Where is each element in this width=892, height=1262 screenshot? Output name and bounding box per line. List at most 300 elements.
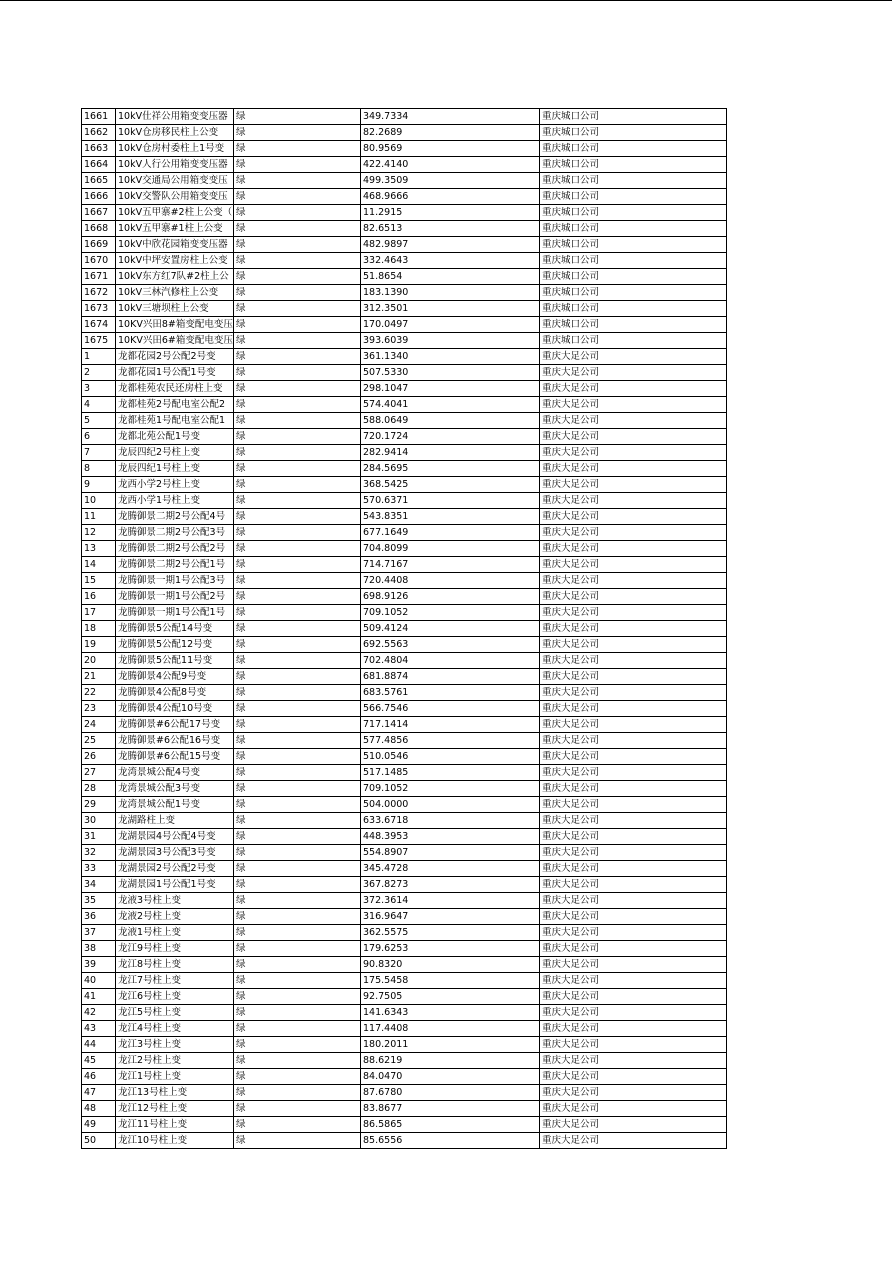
company-cell: 重庆城口公司: [540, 301, 727, 317]
row-number-cell: 30: [82, 813, 116, 829]
table-row: [82, 701, 727, 717]
company-cell: 重庆大足公司: [540, 397, 727, 413]
transformer-name-cell: 龙都桂苑1号配电室公配1: [116, 413, 234, 429]
company-cell: 重庆大足公司: [540, 605, 727, 621]
value-cell: 51.8654: [361, 269, 540, 285]
company-cell: 重庆大足公司: [540, 1021, 727, 1037]
table-row: [82, 685, 727, 701]
table-row: [82, 637, 727, 653]
company-cell: 重庆大足公司: [540, 909, 727, 925]
row-number-cell: 18: [82, 621, 116, 637]
company-cell: 重庆大足公司: [540, 1085, 727, 1101]
company-cell: 重庆大足公司: [540, 1037, 727, 1053]
row-number-cell: 21: [82, 669, 116, 685]
transformer-name-cell: 10kV人行公用箱变变压器: [116, 157, 234, 173]
company-cell: 重庆城口公司: [540, 285, 727, 301]
table-row: [82, 205, 727, 221]
table-row: [82, 429, 727, 445]
row-number-cell: 41: [82, 989, 116, 1005]
row-number-cell: 35: [82, 893, 116, 909]
table-body: [82, 109, 727, 1149]
table-row: [82, 477, 727, 493]
company-cell: 重庆城口公司: [540, 189, 727, 205]
table-row: [82, 221, 727, 237]
row-number-cell: 8: [82, 461, 116, 477]
value-cell: 543.8351: [361, 509, 540, 525]
table-row: [82, 781, 727, 797]
transformer-name-cell: 龙腾御景4公配10号变: [116, 701, 234, 717]
table-row: [82, 365, 727, 381]
table-row: [82, 909, 727, 925]
row-number-cell: 6: [82, 429, 116, 445]
table-row: [82, 349, 727, 365]
table-row: [82, 269, 727, 285]
table-row: [82, 285, 727, 301]
transformer-name-cell: 龙西小学2号柱上变: [116, 477, 234, 493]
transformer-name-cell: 龙腾御景二期2号公配3号: [116, 525, 234, 541]
status-cell: 绿: [234, 925, 361, 941]
row-number-cell: 1674: [82, 317, 116, 333]
transformer-name-cell: 龙液1号柱上变: [116, 925, 234, 941]
company-cell: 重庆大足公司: [540, 1005, 727, 1021]
value-cell: 720.1724: [361, 429, 540, 445]
value-cell: 86.5865: [361, 1117, 540, 1133]
company-cell: 重庆大足公司: [540, 797, 727, 813]
company-cell: 重庆大足公司: [540, 941, 727, 957]
company-cell: 重庆大足公司: [540, 1101, 727, 1117]
status-cell: 绿: [234, 285, 361, 301]
status-cell: 绿: [234, 1037, 361, 1053]
row-number-cell: 26: [82, 749, 116, 765]
table-row: [82, 605, 727, 621]
transformer-name-cell: 龙辰四纪2号柱上变: [116, 445, 234, 461]
value-cell: 698.9126: [361, 589, 540, 605]
row-number-cell: 1661: [82, 109, 116, 125]
row-number-cell: 43: [82, 1021, 116, 1037]
row-number-cell: 33: [82, 861, 116, 877]
company-cell: 重庆大足公司: [540, 653, 727, 669]
value-cell: 507.5330: [361, 365, 540, 381]
company-cell: 重庆大足公司: [540, 813, 727, 829]
value-cell: 683.5761: [361, 685, 540, 701]
company-cell: 重庆大足公司: [540, 781, 727, 797]
row-number-cell: 27: [82, 765, 116, 781]
status-cell: 绿: [234, 349, 361, 365]
status-cell: 绿: [234, 269, 361, 285]
transformer-name-cell: 龙腾御景5公配14号变: [116, 621, 234, 637]
table-row: [82, 445, 727, 461]
value-cell: 82.6513: [361, 221, 540, 237]
company-cell: 重庆大足公司: [540, 877, 727, 893]
table-row: [82, 1037, 727, 1053]
table-row: [82, 157, 727, 173]
company-cell: 重庆大足公司: [540, 893, 727, 909]
status-cell: 绿: [234, 989, 361, 1005]
transformer-name-cell: 龙江9号柱上变: [116, 941, 234, 957]
value-cell: 692.5563: [361, 637, 540, 653]
status-cell: 绿: [234, 637, 361, 653]
value-cell: 367.8273: [361, 877, 540, 893]
company-cell: 重庆大足公司: [540, 445, 727, 461]
status-cell: 绿: [234, 941, 361, 957]
row-number-cell: 12: [82, 525, 116, 541]
row-number-cell: 1675: [82, 333, 116, 349]
transformer-name-cell: 龙腾御景一期1号公配2号: [116, 589, 234, 605]
table-row: [82, 733, 727, 749]
status-cell: 绿: [234, 221, 361, 237]
value-cell: 87.6780: [361, 1085, 540, 1101]
status-cell: 绿: [234, 813, 361, 829]
table-row: [82, 189, 727, 205]
table-row: [82, 861, 727, 877]
table-row: [82, 957, 727, 973]
value-cell: 709.1052: [361, 781, 540, 797]
value-cell: 588.0649: [361, 413, 540, 429]
status-cell: 绿: [234, 701, 361, 717]
table-row: [82, 877, 727, 893]
value-cell: 361.1340: [361, 349, 540, 365]
value-cell: 448.3953: [361, 829, 540, 845]
value-cell: 170.0497: [361, 317, 540, 333]
company-cell: 重庆大足公司: [540, 685, 727, 701]
status-cell: 绿: [234, 365, 361, 381]
table-row: [82, 317, 727, 333]
table-row: [82, 141, 727, 157]
table-row: [82, 973, 727, 989]
transformer-name-cell: 10kV三林汽修柱上公变: [116, 285, 234, 301]
table-row: [82, 717, 727, 733]
table-row: [82, 1085, 727, 1101]
row-number-cell: 1664: [82, 157, 116, 173]
company-cell: 重庆大足公司: [540, 429, 727, 445]
row-number-cell: 16: [82, 589, 116, 605]
row-number-cell: 28: [82, 781, 116, 797]
company-cell: 重庆大足公司: [540, 1069, 727, 1085]
row-number-cell: 10: [82, 493, 116, 509]
status-cell: 绿: [234, 845, 361, 861]
row-number-cell: 32: [82, 845, 116, 861]
company-cell: 重庆城口公司: [540, 237, 727, 253]
row-number-cell: 49: [82, 1117, 116, 1133]
value-cell: 298.1047: [361, 381, 540, 397]
status-cell: 绿: [234, 301, 361, 317]
table-row: [82, 509, 727, 525]
company-cell: 重庆大足公司: [540, 525, 727, 541]
company-cell: 重庆大足公司: [540, 717, 727, 733]
status-cell: 绿: [234, 1069, 361, 1085]
value-cell: 282.9414: [361, 445, 540, 461]
transformer-name-cell: 10KV兴田8#箱变配电变压: [116, 317, 234, 333]
table-row: [82, 237, 727, 253]
table-row: [82, 845, 727, 861]
value-cell: 362.5575: [361, 925, 540, 941]
value-cell: 180.2011: [361, 1037, 540, 1053]
table-row: [82, 589, 727, 605]
value-cell: 312.3501: [361, 301, 540, 317]
value-cell: 183.1390: [361, 285, 540, 301]
value-cell: 117.4408: [361, 1021, 540, 1037]
table-row: [82, 493, 727, 509]
row-number-cell: 1670: [82, 253, 116, 269]
transformer-name-cell: 10kV中欣花园箱变变压器: [116, 237, 234, 253]
table-row: [82, 1005, 727, 1021]
transformer-name-cell: 龙腾御景4公配8号变: [116, 685, 234, 701]
company-cell: 重庆大足公司: [540, 733, 727, 749]
row-number-cell: 5: [82, 413, 116, 429]
row-number-cell: 29: [82, 797, 116, 813]
transformer-name-cell: 龙液2号柱上变: [116, 909, 234, 925]
company-cell: 重庆大足公司: [540, 829, 727, 845]
table-row: [82, 573, 727, 589]
value-cell: 504.0000: [361, 797, 540, 813]
value-cell: 372.3614: [361, 893, 540, 909]
status-cell: 绿: [234, 1005, 361, 1021]
value-cell: 554.8907: [361, 845, 540, 861]
status-cell: 绿: [234, 397, 361, 413]
status-cell: 绿: [234, 797, 361, 813]
value-cell: 422.4140: [361, 157, 540, 173]
status-cell: 绿: [234, 141, 361, 157]
transformer-name-cell: 龙都花园1号公配1号变: [116, 365, 234, 381]
table-row: [82, 941, 727, 957]
transformer-name-cell: 龙湖景园1号公配1号变: [116, 877, 234, 893]
transformer-name-cell: 10kV仓房移民柱上公变: [116, 125, 234, 141]
row-number-cell: 2: [82, 365, 116, 381]
status-cell: 绿: [234, 1101, 361, 1117]
row-number-cell: 36: [82, 909, 116, 925]
table-row: [82, 797, 727, 813]
company-cell: 重庆大足公司: [540, 381, 727, 397]
row-number-cell: 50: [82, 1133, 116, 1149]
status-cell: 绿: [234, 1085, 361, 1101]
company-cell: 重庆大足公司: [540, 349, 727, 365]
transformer-name-cell: 龙江1号柱上变: [116, 1069, 234, 1085]
table-row: [82, 557, 727, 573]
row-number-cell: 1668: [82, 221, 116, 237]
transformer-name-cell: 龙腾御景#6公配15号变: [116, 749, 234, 765]
status-cell: 绿: [234, 173, 361, 189]
value-cell: 368.5425: [361, 477, 540, 493]
value-cell: 681.8874: [361, 669, 540, 685]
value-cell: 141.6343: [361, 1005, 540, 1021]
company-cell: 重庆大足公司: [540, 861, 727, 877]
value-cell: 482.9897: [361, 237, 540, 253]
status-cell: 绿: [234, 861, 361, 877]
row-number-cell: 14: [82, 557, 116, 573]
transformer-name-cell: 龙江6号柱上变: [116, 989, 234, 1005]
row-number-cell: 47: [82, 1085, 116, 1101]
company-cell: 重庆大足公司: [540, 509, 727, 525]
row-number-cell: 38: [82, 941, 116, 957]
table-row: [82, 381, 727, 397]
transformer-name-cell: 龙江8号柱上变: [116, 957, 234, 973]
value-cell: 517.1485: [361, 765, 540, 781]
transformer-name-cell: 龙湖路柱上变: [116, 813, 234, 829]
value-cell: 702.4804: [361, 653, 540, 669]
transformer-name-cell: 龙腾御景4公配9号变: [116, 669, 234, 685]
table-row: [82, 829, 727, 845]
table-row: [82, 413, 727, 429]
company-cell: 重庆城口公司: [540, 109, 727, 125]
value-cell: 704.8099: [361, 541, 540, 557]
company-cell: 重庆大足公司: [540, 749, 727, 765]
table-row: [82, 813, 727, 829]
status-cell: 绿: [234, 781, 361, 797]
status-cell: 绿: [234, 573, 361, 589]
table-row: [82, 397, 727, 413]
table-row: [82, 765, 727, 781]
status-cell: 绿: [234, 413, 361, 429]
transformer-name-cell: 龙液3号柱上变: [116, 893, 234, 909]
transformer-name-cell: 龙西小学1号柱上变: [116, 493, 234, 509]
value-cell: 566.7546: [361, 701, 540, 717]
table-row: [82, 301, 727, 317]
status-cell: 绿: [234, 621, 361, 637]
status-cell: 绿: [234, 605, 361, 621]
status-cell: 绿: [234, 957, 361, 973]
status-cell: 绿: [234, 189, 361, 205]
company-cell: 重庆城口公司: [540, 205, 727, 221]
value-cell: 720.4408: [361, 573, 540, 589]
status-cell: 绿: [234, 1133, 361, 1149]
row-number-cell: 42: [82, 1005, 116, 1021]
row-number-cell: 7: [82, 445, 116, 461]
company-cell: 重庆大足公司: [540, 845, 727, 861]
value-cell: 84.0470: [361, 1069, 540, 1085]
value-cell: 85.6556: [361, 1133, 540, 1149]
transformer-name-cell: 龙腾御景5公配11号变: [116, 653, 234, 669]
transformer-name-cell: 10kV交通局公用箱变变压: [116, 173, 234, 189]
value-cell: 510.0546: [361, 749, 540, 765]
row-number-cell: 48: [82, 1101, 116, 1117]
company-cell: 重庆大足公司: [540, 477, 727, 493]
company-cell: 重庆大足公司: [540, 413, 727, 429]
row-number-cell: 13: [82, 541, 116, 557]
transformer-name-cell: 10kV仕祥公用箱变变压器: [116, 109, 234, 125]
status-cell: 绿: [234, 1053, 361, 1069]
company-cell: 重庆城口公司: [540, 125, 727, 141]
company-cell: 重庆大足公司: [540, 365, 727, 381]
status-cell: 绿: [234, 477, 361, 493]
transformer-name-cell: 龙都桂苑农民还房柱上变: [116, 381, 234, 397]
value-cell: 570.6371: [361, 493, 540, 509]
company-cell: 重庆城口公司: [540, 333, 727, 349]
table-row: [82, 621, 727, 637]
status-cell: 绿: [234, 589, 361, 605]
transformer-name-cell: 龙江10号柱上变: [116, 1133, 234, 1149]
table-row: [82, 253, 727, 269]
transformer-name-cell: 龙腾御景5公配12号变: [116, 637, 234, 653]
value-cell: 82.2689: [361, 125, 540, 141]
value-cell: 509.4124: [361, 621, 540, 637]
company-cell: 重庆大足公司: [540, 573, 727, 589]
status-cell: 绿: [234, 541, 361, 557]
row-number-cell: 24: [82, 717, 116, 733]
transformer-name-cell: 龙湾景城公配4号变: [116, 765, 234, 781]
value-cell: 345.4728: [361, 861, 540, 877]
value-cell: 11.2915: [361, 205, 540, 221]
status-cell: 绿: [234, 333, 361, 349]
value-cell: 349.7334: [361, 109, 540, 125]
row-number-cell: 3: [82, 381, 116, 397]
table-row: [82, 461, 727, 477]
status-cell: 绿: [234, 653, 361, 669]
table-row: [82, 109, 727, 125]
table-row: [82, 1053, 727, 1069]
value-cell: 574.4041: [361, 397, 540, 413]
company-cell: 重庆大足公司: [540, 637, 727, 653]
table-row: [82, 1021, 727, 1037]
transformer-name-cell: 10kV中坪安置房柱上公变: [116, 253, 234, 269]
table-row: [82, 541, 727, 557]
row-number-cell: 23: [82, 701, 116, 717]
company-cell: 重庆城口公司: [540, 157, 727, 173]
company-cell: 重庆大足公司: [540, 557, 727, 573]
company-cell: 重庆大足公司: [540, 589, 727, 605]
table-row: [82, 669, 727, 685]
row-number-cell: 1669: [82, 237, 116, 253]
value-cell: 577.4856: [361, 733, 540, 749]
value-cell: 393.6039: [361, 333, 540, 349]
status-cell: 绿: [234, 125, 361, 141]
transformer-name-cell: 龙江12号柱上变: [116, 1101, 234, 1117]
status-cell: 绿: [234, 509, 361, 525]
company-cell: 重庆大足公司: [540, 925, 727, 941]
table-row: [82, 925, 727, 941]
transformer-name-cell: 龙腾御景二期2号公配2号: [116, 541, 234, 557]
row-number-cell: 1665: [82, 173, 116, 189]
company-cell: 重庆城口公司: [540, 253, 727, 269]
company-cell: 重庆大足公司: [540, 493, 727, 509]
company-cell: 重庆城口公司: [540, 317, 727, 333]
transformer-name-cell: 10kV五甲寨#2柱上公变（: [116, 205, 234, 221]
row-number-cell: 45: [82, 1053, 116, 1069]
page-top-rule: [0, 0, 892, 1]
table-row: [82, 125, 727, 141]
value-cell: 175.5458: [361, 973, 540, 989]
company-cell: 重庆大足公司: [540, 989, 727, 1005]
row-number-cell: 1673: [82, 301, 116, 317]
status-cell: 绿: [234, 253, 361, 269]
status-cell: 绿: [234, 1021, 361, 1037]
row-number-cell: 37: [82, 925, 116, 941]
value-cell: 179.6253: [361, 941, 540, 957]
transformer-name-cell: 龙腾御景#6公配16号变: [116, 733, 234, 749]
transformer-table: [81, 108, 727, 1149]
transformer-name-cell: 龙腾御景一期1号公配3号: [116, 573, 234, 589]
company-cell: 重庆大足公司: [540, 461, 727, 477]
row-number-cell: 44: [82, 1037, 116, 1053]
company-cell: 重庆大足公司: [540, 669, 727, 685]
value-cell: 80.9569: [361, 141, 540, 157]
status-cell: 绿: [234, 765, 361, 781]
transformer-name-cell: 龙辰四纪1号柱上变: [116, 461, 234, 477]
status-cell: 绿: [234, 237, 361, 253]
value-cell: 499.3509: [361, 173, 540, 189]
status-cell: 绿: [234, 829, 361, 845]
status-cell: 绿: [234, 909, 361, 925]
table-row: [82, 1117, 727, 1133]
value-cell: 709.1052: [361, 605, 540, 621]
transformer-name-cell: 龙腾御景#6公配17号变: [116, 717, 234, 733]
company-cell: 重庆大足公司: [540, 541, 727, 557]
transformer-name-cell: 龙都桂苑2号配电室公配2: [116, 397, 234, 413]
status-cell: 绿: [234, 749, 361, 765]
status-cell: 绿: [234, 685, 361, 701]
value-cell: 88.6219: [361, 1053, 540, 1069]
company-cell: 重庆城口公司: [540, 269, 727, 285]
transformer-name-cell: 龙腾御景二期2号公配1号: [116, 557, 234, 573]
